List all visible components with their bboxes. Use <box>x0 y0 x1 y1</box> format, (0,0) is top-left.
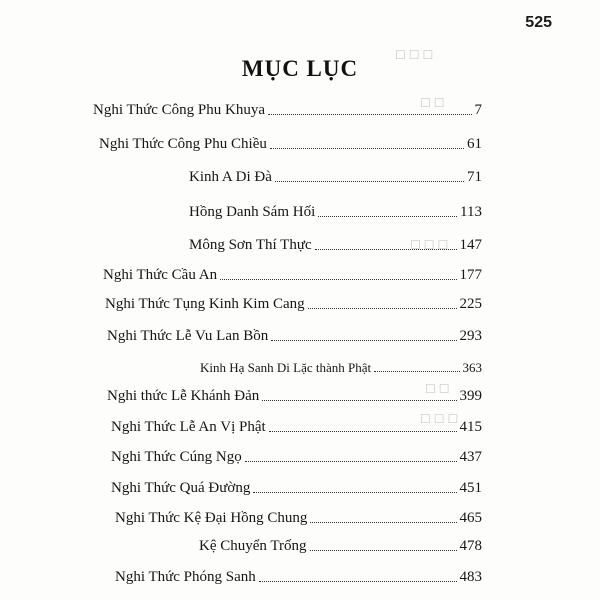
toc-entry-page: 7 <box>474 102 482 118</box>
dot-leader <box>310 522 456 523</box>
toc-title: MỤC LỤC <box>241 56 359 81</box>
toc-entry <box>111 416 482 436</box>
toc-entry-page: 415 <box>459 419 482 435</box>
toc-entry <box>103 264 482 284</box>
toc-entry <box>189 201 482 221</box>
toc-entry-title: Nghi Thức Cầu An <box>103 267 218 283</box>
toc-entry-title: Nghi Thức Phóng Sanh <box>115 569 256 585</box>
dot-leader <box>220 279 456 280</box>
page-number: 525 <box>525 14 552 31</box>
toc-entry <box>93 99 482 119</box>
toc-entry-page: 363 <box>462 360 482 375</box>
toc-entry <box>99 133 482 153</box>
toc-entry-title: Nghi Thức Lễ An Vị Phật <box>111 419 266 435</box>
dot-leader <box>271 340 456 341</box>
toc-entry-page: 483 <box>459 569 482 585</box>
dot-leader <box>275 181 464 182</box>
toc-entry-page: 71 <box>467 169 482 185</box>
dot-leader <box>310 550 457 551</box>
toc-entry <box>115 566 482 586</box>
toc-entry-page: 451 <box>459 480 482 496</box>
toc-entry <box>189 166 482 186</box>
dot-leader <box>374 371 459 372</box>
toc-entry-page: 465 <box>459 510 482 526</box>
toc-entry <box>189 234 482 254</box>
toc-entry <box>199 535 482 555</box>
dot-leader <box>308 308 457 309</box>
toc-entry-title: Kinh Hạ Sanh Di Lặc thành Phật <box>200 360 372 375</box>
toc-entry-page: 437 <box>459 449 482 465</box>
toc-entry-page: 177 <box>459 267 482 283</box>
toc-entry <box>107 325 482 345</box>
toc-entry-page: 61 <box>467 136 482 152</box>
toc-entry-title: Nghi Thức Kệ Đại Hồng Chung <box>115 510 308 526</box>
toc-entry-title: Nghi Thức Tụng Kinh Kim Cang <box>105 296 305 312</box>
toc-entry <box>115 507 482 527</box>
toc-entry-title: Hồng Danh Sám Hối <box>189 204 316 220</box>
show-through-text: ☐ ☐ ☐ <box>395 48 434 62</box>
toc-entry <box>107 385 482 405</box>
toc-entry-title: Nghi Thức Công Phu Chiều <box>99 136 267 152</box>
toc-entry-title: Mông Sơn Thí Thực <box>189 237 312 253</box>
dot-leader <box>259 581 457 582</box>
dot-leader <box>262 400 456 401</box>
show-through-text: ☐ ☐ ☐ <box>420 412 459 426</box>
toc-entry-title: Kệ Chuyển Trống <box>199 538 307 554</box>
toc-entry-page: 293 <box>459 328 482 344</box>
toc-entry-title: Nghi Thức Lễ Vu Lan Bồn <box>107 328 269 344</box>
toc-entry-page: 478 <box>459 538 482 554</box>
dot-leader <box>268 114 471 115</box>
toc-entry-page: 399 <box>459 388 482 404</box>
toc-entry <box>200 356 482 376</box>
dot-leader <box>270 148 464 149</box>
show-through-text: ☐ ☐ ☐ <box>410 238 449 252</box>
toc-entry-title: Kinh A Di Đà <box>189 169 272 185</box>
dot-leader <box>318 216 457 217</box>
toc-entry-page: 225 <box>459 296 482 312</box>
show-through-text: ☐ ☐ <box>425 382 450 396</box>
toc-entry <box>105 293 482 313</box>
show-through-text: ☐ ☐ <box>420 96 445 110</box>
toc-entry-title: Nghi thức Lễ Khánh Đản <box>107 388 260 404</box>
toc-entry-page: 113 <box>460 204 482 220</box>
toc-entry <box>111 477 482 497</box>
dot-leader <box>245 461 457 462</box>
toc-entry-title: Nghi Thức Công Phu Khuya <box>93 102 266 118</box>
toc-entry-title: Nghi Thức Cúng Ngọ <box>111 449 242 465</box>
toc-entry-page: 147 <box>459 237 482 253</box>
dot-leader <box>269 431 457 432</box>
toc-entry-title: Nghi Thức Quá Đường <box>111 480 251 496</box>
toc-entry <box>111 446 482 466</box>
dot-leader <box>315 249 457 250</box>
dot-leader <box>253 492 456 493</box>
